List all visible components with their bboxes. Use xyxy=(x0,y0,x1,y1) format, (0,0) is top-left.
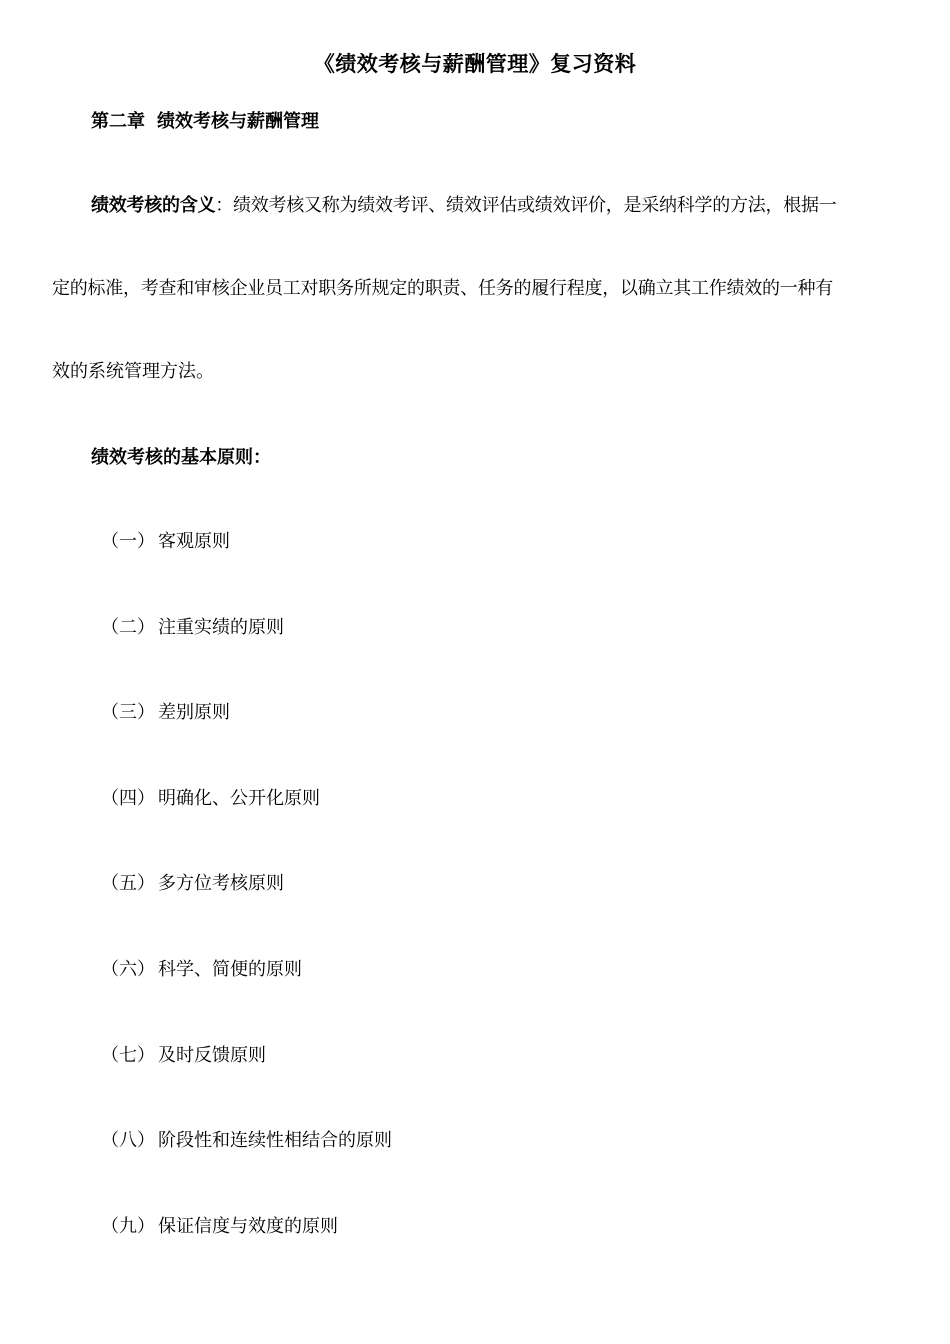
principle-text: 及时反馈原则 xyxy=(158,1044,266,1066)
principle-text: 明确化、公开化原则 xyxy=(158,787,320,809)
list-item xyxy=(101,1213,392,1299)
definition-text-3: 效的系统管理方法。 xyxy=(52,361,214,382)
definition-term: 绩效考核的含义 xyxy=(91,195,216,216)
principle-text: 多方位考核原则 xyxy=(158,873,284,895)
principle-text: 保证信度与效度的原则 xyxy=(158,1215,338,1237)
list-item xyxy=(101,785,392,871)
list-item xyxy=(101,699,392,785)
principle-text: 阶段性和连续性相结合的原则 xyxy=(158,1130,392,1152)
principle-text: 客观原则 xyxy=(158,531,230,552)
definition-paragraph xyxy=(52,190,902,439)
definition-line-1 xyxy=(52,190,902,273)
list-item xyxy=(101,1127,392,1213)
principle-number: （九） xyxy=(101,1215,155,1237)
document-title: 《绩效考核与薪酬管理》复习资料 xyxy=(313,52,637,76)
principles-heading: 绩效考核的基本原则： xyxy=(91,447,271,468)
list-item xyxy=(101,870,392,956)
principle-text: 差别原则 xyxy=(158,702,230,724)
principle-number: （四） xyxy=(101,787,155,809)
definition-line-2 xyxy=(52,273,902,356)
definition-colon: ： xyxy=(215,195,233,216)
list-item xyxy=(101,528,392,614)
principle-number: （一） xyxy=(101,531,155,552)
principle-number: （三） xyxy=(101,702,155,724)
chapter-number: 第二章 xyxy=(91,111,145,132)
principle-number: （八） xyxy=(101,1130,155,1152)
chapter-name: 绩效考核与薪酬管理 xyxy=(157,111,319,132)
principle-number: （七） xyxy=(101,1044,155,1066)
principle-text: 注重实绩的原则 xyxy=(158,616,284,638)
list-item xyxy=(101,614,392,700)
principle-list xyxy=(101,528,392,1298)
principle-text: 科学、简便的原则 xyxy=(158,958,302,980)
definition-text-2: 定的标准，考查和审核企业员工对职务所规定的职责、任务的履行程度，以确立其工作绩效的一种有 xyxy=(52,278,833,299)
definition-text-1: 绩效考核又称为绩效考评、绩效评估或绩效评价，是采纳科学的方法，根据一 xyxy=(233,195,837,216)
principle-number: （五） xyxy=(101,873,155,895)
principle-number: （六） xyxy=(101,958,155,980)
list-item xyxy=(101,1042,392,1128)
chapter-heading xyxy=(91,107,319,133)
principle-number: （二） xyxy=(101,616,155,638)
list-item xyxy=(101,956,392,1042)
definition-line-3 xyxy=(52,356,902,439)
